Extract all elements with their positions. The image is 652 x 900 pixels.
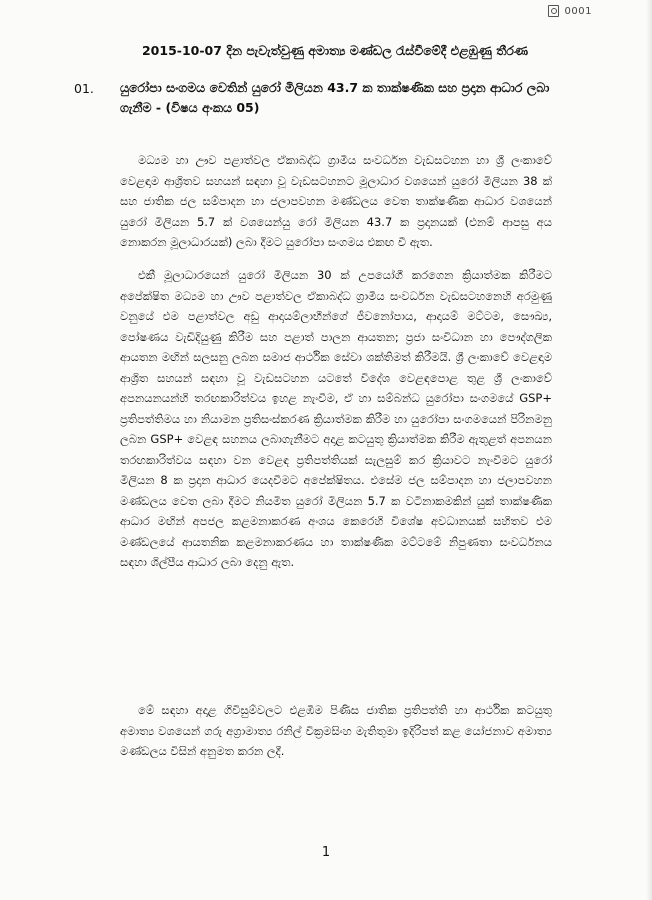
stamp-icon [548,5,559,17]
document-stamp [548,5,592,17]
page-edge-shadow [646,0,652,900]
item-heading: යුරෝපා සංගමය වෙතින් යුරෝ මිලියන 43.7 ක තාක්ෂණික සහ ප්‍රදාන ආධාර ලබා ගැනීම - (විෂය අංකය 05) [120,80,550,115]
body-paragraph-3: මේ සඳහා අදාළ ගිවිසුම්වලට එළඹීම පිණිස ජාතික ප්‍රතිපත්ති හා ආර්ථික කටයුතු අමාත්‍ය වශයෙන් ගරු අග්‍රාමාත්‍ය රනිල් වික්‍රමසිංහ මැතිතුමා ඉදිරිපත් කළ යෝජනාව අමාත්‍ය මණ්ඩලය විසින් අනුමත කරන ලදී. [120,703,552,758]
stamp-number: 0001 [564,5,592,17]
page-title: 2015-10-07 දින පැවැත්වුණු අමාත්‍ය මණ්ඩල රැස්වීමේදී එළඹුණු තීරණ [141,43,529,58]
item-number: 01. [74,81,94,96]
body-paragraph-2: එකී මූලාධාරයෙන් යුරෝ මිලියන 30 ක් උපයෝගී කරගෙන ක්‍රියාත්මක කිරීමට අපේක්ෂිත මධ්‍යම හා ඌව පළාත්වල ඒකාබද්ධ ග්‍රාමීය සංවර්ධන වැඩසටහනෙහි අරමුණු වනුයේ එම පළාත්වල අඩු ආදායම්ලාභීන්ගේ ජීවනෝපාය, ආදායම් මට්ටම, සෞඛ්‍ය, පෝෂණය වැඩිදියුණු කිරීම සහ පළාත් පාලන ආයතන; ප්‍රජා සංවිධාන හා පෞද්ගලික ආයතන මඟින් සලසනු ලබන සමාජ ආර්ථික සේවා ශක්තිමත් කිරීමයි. ශ්‍රී ලංකාවේ වෙළඳාම ආශ්‍රිත සහයන් සඳහා වූ වැඩසටහන යටතේ විදේශ වෙළඳපොළ තුළ ශ්‍රී ලංකාවේ අපනයනයන්හි තරඟකාරිත්වය ඉහළ නැංවීම, ඒ හා සම්බන්ධ යුරෝපා සංගමයේ GSP+ ප්‍රතිපත්තිමය හා නියාමන ප්‍රතිසංස්කරණ ක්‍රියාත්මක කිරීම හා යුරෝපා සංගමයෙන් පිරිනමනු ලබන GSP+ වෙළඳ සහනය ලබාගැනීමට අදාළ කටයුතු ක්‍රියාත්මක කිරීම ඇතුළත් අපනයන තරඟකාරිත්වය සඳහා වන වෙළඳ ප්‍රතිපත්තියක් සැලසුම් කර ක්‍රියාවට නැංවීමට යුරෝ මිලියන 8 ක ප්‍රදාන ආධාර යෙදවීමට අපේක්ෂිතය. එසේම ජල සම්පාදන හා ජලාපවහන මණ්ඩලය වෙත ලබා දීමට නියමිත යුරෝ මිලියන 5.7 ක වටිනාකමකින් යුක් තාක්ෂණික ආධාර මඟින් අපජල කළමනාකරණ අංශය කෙරෙහි විශේෂ අවධානයක් සහිතව එම මණ්ඩලයේ ආයතනික කළමනාකරණය හා තාක්ෂණික මට්ටමේ නිපුණතා සංවර්ධනය සඳහා ශිල්පීය ආධාර ලබා දෙනු ඇත. [120,268,552,569]
page-number: 1 [321,845,331,860]
body-paragraph-1: මධ්‍යම හා ඌව පළාත්වල ඒකාබද්ධ ග්‍රාමීය සංවර්ධන වැඩසටහන හා ශ්‍රී ලංකාවේ වෙළඳාම ආශ්‍රිතව සහයන් සඳහා වූ වැඩසටහනට මූලාධාර වශයෙන් යුරෝ මිලියන 38 ක් සහ ජාතික ජල සම්පාදන හා ජලාපවහන මණ්ඩලය වෙත තාක්ෂණික ආධාර වශයෙන් යුරෝ මිලියන 5.7 ක් වශයෙන්යු රෝ මිලියන 43.7 ක ප්‍රදානයක් (එනම් ආපසු අය නොකරන මූලාධාරයක්) ලබා දීමට යුරෝපා සංගමය එකඟ වී ඇත. [120,153,552,249]
